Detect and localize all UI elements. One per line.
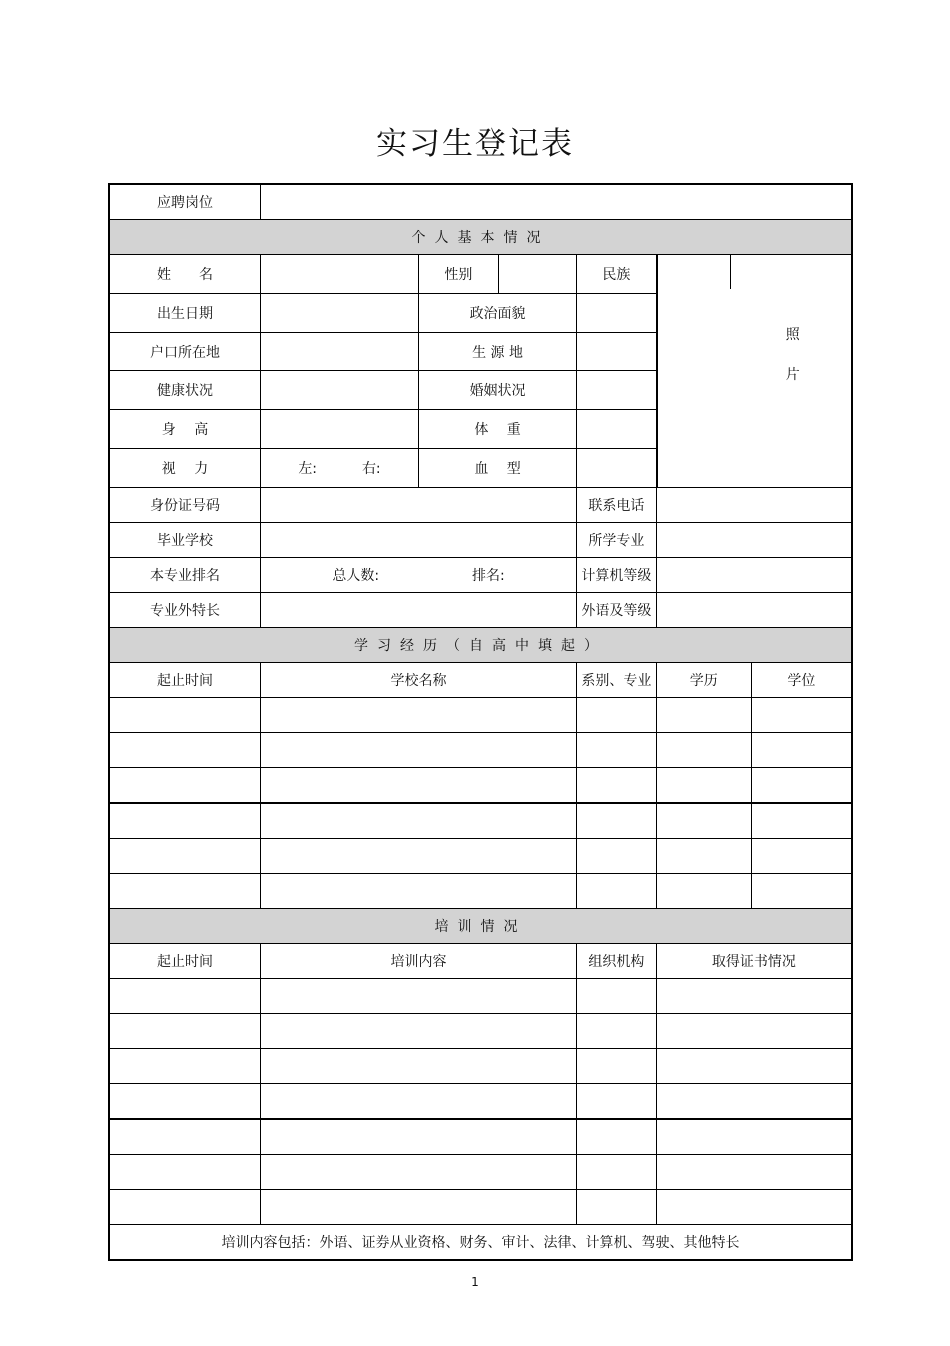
edu-header-degree: 学位 <box>751 663 852 698</box>
cell[interactable] <box>577 1190 657 1225</box>
vision-right-label: 右: <box>361 461 381 478</box>
id-number-input[interactable] <box>260 488 576 523</box>
cell[interactable] <box>260 698 576 733</box>
label-blood-type: 血 型 <box>419 449 577 488</box>
cell[interactable] <box>577 733 657 768</box>
table-row <box>109 1190 852 1225</box>
page-number: 1 <box>471 1275 479 1289</box>
label-phone: 联系电话 <box>577 488 657 523</box>
train-header-certificate: 取得证书情况 <box>656 944 852 979</box>
cell[interactable] <box>260 1155 576 1190</box>
label-vision: 视 力 <box>109 449 260 488</box>
cell[interactable] <box>751 803 852 839</box>
gender-input[interactable] <box>498 255 576 294</box>
label-ethnicity: 民族 <box>577 255 657 294</box>
cell[interactable] <box>260 803 576 839</box>
table-row <box>109 733 852 768</box>
section-education: 学习经历（自高中填起） <box>109 628 852 663</box>
origin-input[interactable] <box>577 332 657 371</box>
cell[interactable] <box>260 1190 576 1225</box>
section-personal: 个人基本情况 <box>109 220 852 255</box>
train-header-period: 起止时间 <box>109 944 260 979</box>
cell[interactable] <box>577 1084 657 1120</box>
cell[interactable] <box>656 1084 852 1120</box>
cell[interactable] <box>109 874 260 909</box>
height-input[interactable] <box>260 410 418 449</box>
label-marital: 婚姻状况 <box>419 371 577 410</box>
school-input[interactable] <box>260 523 576 558</box>
cell[interactable] <box>109 1049 260 1084</box>
cell[interactable] <box>260 733 576 768</box>
label-computer-level: 计算机等级 <box>577 558 657 593</box>
cell[interactable] <box>109 1119 260 1155</box>
cell[interactable] <box>656 979 852 1014</box>
cell[interactable] <box>656 803 751 839</box>
table-row <box>109 1049 852 1084</box>
cell[interactable] <box>109 698 260 733</box>
label-height: 身 高 <box>109 410 260 449</box>
computer-level-input[interactable] <box>656 558 852 593</box>
cell[interactable] <box>577 768 657 804</box>
table-row <box>109 979 852 1014</box>
name-input[interactable] <box>260 255 418 294</box>
table-row <box>109 1119 852 1155</box>
label-weight: 体 重 <box>419 410 577 449</box>
label-id-number: 身份证号码 <box>109 488 260 523</box>
label-school: 毕业学校 <box>109 523 260 558</box>
cell[interactable] <box>577 874 657 909</box>
form-title: 实习生登记表 <box>376 126 574 162</box>
label-foreign-lang: 外语及等级 <box>577 593 657 628</box>
cell[interactable] <box>656 1190 852 1225</box>
cell[interactable] <box>260 1014 576 1049</box>
cell[interactable] <box>656 1049 852 1084</box>
edu-header-major: 系别、专业 <box>577 663 657 698</box>
cell[interactable] <box>656 1014 852 1049</box>
cell[interactable] <box>109 768 260 804</box>
cell[interactable] <box>260 1084 576 1120</box>
cell[interactable] <box>109 1155 260 1190</box>
cell[interactable] <box>260 979 576 1014</box>
label-political-status: 政治面貌 <box>419 293 577 332</box>
major-input[interactable] <box>656 523 852 558</box>
foreign-lang-input[interactable] <box>656 593 852 628</box>
table-row <box>109 1155 852 1190</box>
label-position: 应聘岗位 <box>109 184 260 220</box>
label-rank: 本专业排名 <box>109 558 260 593</box>
label-gender: 性别 <box>419 255 499 294</box>
train-header-content: 培训内容 <box>260 944 576 979</box>
cell[interactable] <box>109 839 260 874</box>
edu-header-period: 起止时间 <box>109 663 260 698</box>
cell[interactable] <box>109 1084 260 1120</box>
vision-input[interactable] <box>260 449 418 488</box>
photo-label-1: 照 <box>785 327 800 343</box>
cell[interactable] <box>109 979 260 1014</box>
label-name: 姓 名 <box>109 255 260 294</box>
cell[interactable] <box>577 1014 657 1049</box>
weight-input[interactable] <box>577 410 657 449</box>
cell[interactable] <box>656 768 751 804</box>
photo-box[interactable] <box>656 255 852 488</box>
position-input[interactable] <box>260 184 852 220</box>
table-row <box>109 698 852 733</box>
cell[interactable] <box>109 1190 260 1225</box>
cell[interactable] <box>577 839 657 874</box>
hukou-input[interactable] <box>260 332 418 371</box>
edu-header-school: 学校名称 <box>260 663 576 698</box>
cell[interactable] <box>751 839 852 874</box>
cell[interactable] <box>577 1049 657 1084</box>
health-input[interactable] <box>260 371 418 410</box>
political-status-input[interactable] <box>577 293 657 332</box>
cell[interactable] <box>656 1155 852 1190</box>
label-birth-date: 出生日期 <box>109 293 260 332</box>
cell[interactable] <box>109 803 260 839</box>
vision-left-label: 左: <box>298 461 318 478</box>
cell[interactable] <box>577 979 657 1014</box>
phone-input[interactable] <box>656 488 852 523</box>
cell[interactable] <box>656 1119 852 1155</box>
cell[interactable] <box>656 698 751 733</box>
cell[interactable] <box>260 1049 576 1084</box>
cell[interactable] <box>577 1155 657 1190</box>
marital-input[interactable] <box>577 371 657 410</box>
cell[interactable] <box>260 1119 576 1155</box>
rank-value-label: 排名: <box>471 568 505 584</box>
cell[interactable] <box>751 874 852 909</box>
label-health: 健康状况 <box>109 371 260 410</box>
label-other-skills: 专业外特长 <box>109 593 260 628</box>
cell[interactable] <box>656 874 751 909</box>
cell[interactable] <box>751 768 852 804</box>
section-training: 培训情况 <box>109 909 852 944</box>
label-hukou: 户口所在地 <box>109 332 260 371</box>
cell[interactable] <box>577 698 657 733</box>
total-label: 总人数: <box>332 568 380 584</box>
cell[interactable] <box>260 839 576 874</box>
cell[interactable] <box>260 874 576 909</box>
blood-type-input[interactable] <box>577 449 657 488</box>
table-row <box>109 1084 852 1120</box>
train-header-org: 组织机构 <box>577 944 657 979</box>
ethnicity-input[interactable] <box>657 255 730 289</box>
cell[interactable] <box>656 733 751 768</box>
table-row <box>109 874 852 909</box>
cell[interactable] <box>656 839 751 874</box>
table-row <box>109 1014 852 1049</box>
cell[interactable] <box>109 1014 260 1049</box>
table-row <box>109 803 852 839</box>
cell[interactable] <box>577 803 657 839</box>
rank-input[interactable] <box>260 558 576 593</box>
photo-label-2: 片 <box>785 367 800 383</box>
cell[interactable] <box>577 1119 657 1155</box>
cell[interactable] <box>260 768 576 804</box>
table-row <box>109 768 852 804</box>
cell[interactable] <box>751 698 852 733</box>
other-skills-input[interactable] <box>260 593 576 628</box>
training-note: 培训内容包括：外语、证券从业资格、财务、审计、法律、计算机、驾驶、其他特长 <box>109 1225 852 1261</box>
table-row <box>109 839 852 874</box>
label-origin: 生 源 地 <box>419 332 577 371</box>
birth-date-input[interactable] <box>260 293 418 332</box>
registration-form <box>108 183 853 1261</box>
cell[interactable] <box>109 733 260 768</box>
edu-header-degree-level: 学历 <box>656 663 751 698</box>
label-major: 所学专业 <box>577 523 657 558</box>
cell[interactable] <box>751 733 852 768</box>
